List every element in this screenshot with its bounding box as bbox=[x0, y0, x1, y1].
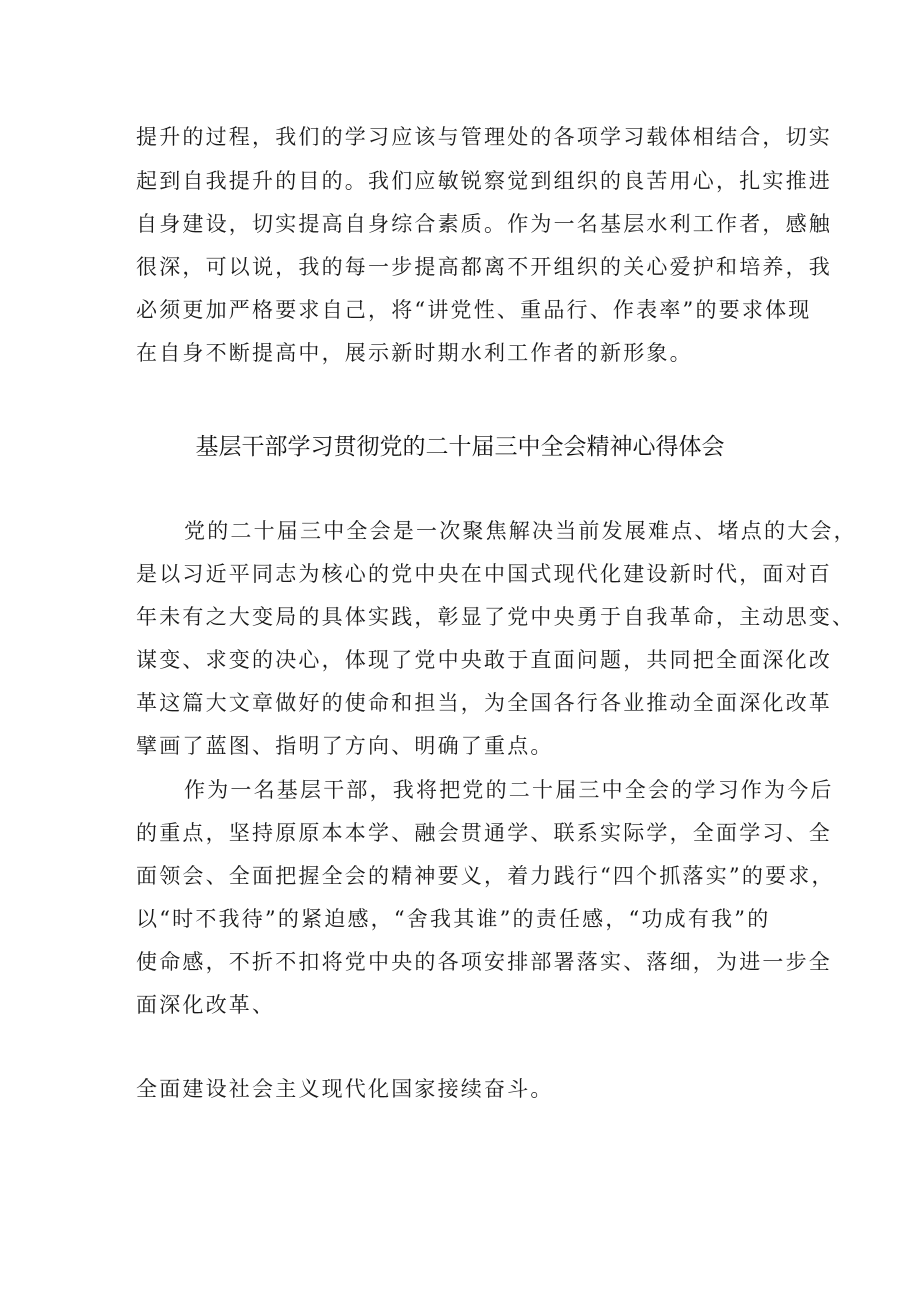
paragraph1-line-5: 革这篇大文章做好的使命和担当，为全国各行各业推动全面深化改革 bbox=[136, 691, 832, 715]
paragraph2-line-1: 作为一名基层干部，我将把党的二十届三中全会的学习作为今后 bbox=[184, 778, 834, 802]
paragraph1-line-4: 谋变、求变的决心，体现了党中央敢于直面问题，共同把全面深化改 bbox=[136, 648, 832, 672]
paragraph1-line-3: 年未有之大变局的具体实践，彰显了党中央勇于自我革命，主动思变、 bbox=[136, 605, 856, 629]
page-title: 基层干部学习贯彻党的二十届三中全会精神心得体会 bbox=[195, 434, 725, 460]
continuation-line-3: 自身建设，切实提高自身综合素质。作为一名基层水利工作者，感触 bbox=[136, 212, 832, 236]
paragraph2-line-3: 面领会、全面把握全会的精神要义，着力践行“四个抓落实”的要求， bbox=[136, 864, 835, 888]
paragraph1-line-1: 党的二十届三中全会是一次聚焦解决当前发展难点、堵点的大会， bbox=[184, 519, 857, 543]
paragraph2-line-2: 的重点，坚持原原本本学、融会贯通学、联系实际学，全面学习、全 bbox=[136, 821, 832, 845]
continuation-line-2: 起到自我提升的目的。我们应敏锐察觉到组织的良苦用心，扎实推进 bbox=[136, 169, 832, 193]
continuation-line-6: 在自身不断提高中，展示新时期水利工作者的新形象。 bbox=[136, 341, 693, 365]
continuation-line-4: 很深，可以说，我的每一步提高都离不开组织的关心爱护和培养，我 bbox=[136, 255, 832, 279]
paragraph2-line-6: 面深化改革、 bbox=[136, 993, 276, 1017]
continuation-line-5: 必须更加严格要求自己，将“讲党性、重品行、作表率”的要求体现 bbox=[136, 298, 812, 322]
paragraph1-line-6: 擘画了蓝图、指明了方向、明确了重点。 bbox=[136, 734, 554, 758]
continuation-line-1: 提升的过程，我们的学习应该与管理处的各项学习载体相结合，切实 bbox=[136, 125, 832, 149]
paragraph2-line-5: 使命感，不折不扣将党中央的各项安排部署落实、落细，为进一步全 bbox=[136, 950, 832, 974]
paragraph1-line-2: 是以习近平同志为核心的党中央在中国式现代化建设新时代，面对百 bbox=[136, 562, 832, 586]
paragraph2-line-4: 以“时不我待”的紧迫感，“舍我其谁”的责任感，“功成有我”的 bbox=[136, 907, 771, 931]
closing-line: 全面建设社会主义现代化国家接续奋斗。 bbox=[136, 1077, 554, 1101]
